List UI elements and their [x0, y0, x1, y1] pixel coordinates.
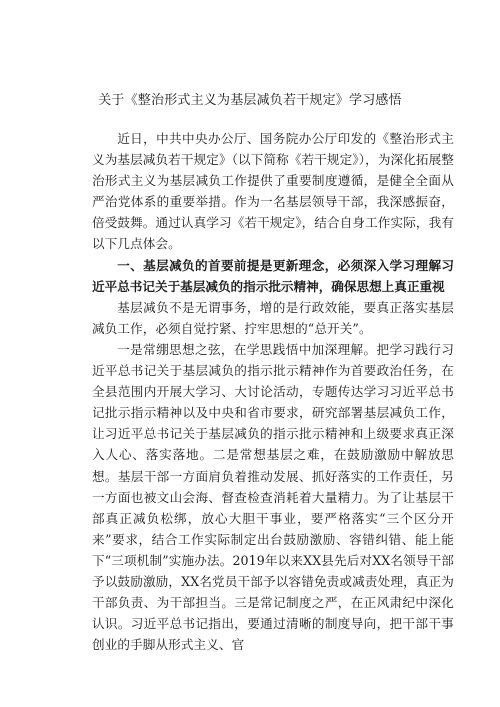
section-1-paragraph-1: 基层减负不是无谓事务，增的是行政效能，要真正落实基层减负工作，必须自觉拧紧、拧牢思想的“总开关”。: [92, 299, 454, 336]
section-heading-1: 一、基层减负的首要前提是更新理念，必须深入学习理解习近平总书记关于基层减负的指示批示精神，确保思想上真正重视: [92, 257, 454, 294]
document-body: [92, 128, 454, 655]
document-title: 关于《整治形式主义为基层减负若干规定》学习感悟: [98, 93, 402, 108]
section-1-paragraph-2: 一是常绷思想之弦，在学思践悟中加深理解。把学习践行习近平总书记关于基层减负的指示批示精神作为首要政治任务，在全县范围内开展大学习、大讨论活动，专题传达学习习近平总书记批示指示精神以及中央和省市要求，研究部署基层减负工作，让习近平总书记关于基层减负的指示批示精神和上级要求真正深入人心、落实落地。二是常想基层之难，在鼓励激励中解放思想。基层干部一方面肩负着推动发展、抓好落实的工作责任，另一方面也被文山会海、督查检查消耗着大量精力。为了让基层干部真正减负松绑，放心大胆干事业，要严格落实“三个区分开来”要求，结合工作实际制定出台鼓励激励、容错纠错、能上能下“三项机制”实施办法。2019年以来XX县先后对XX名领导干部予以鼓励激励，XX名党员干部予以容错免责或减责处理，真正为干部负责、为干部担当。三是常记制度之严，在正风肃纪中深化认识。习近平总书记指出，要通过清晰的制度导向，把干部干事创业的手脚从形式主义、官: [92, 341, 454, 653]
intro-paragraph: 近日，中共中央办公厅、国务院办公厅印发的《整治形式主义为基层减负若干规定》（以下简称《若干规定》），为深化拓展整治形式主义为基层减负工作提供了重要制度遵循，是健全全面从严治党体系的重要举措。作为一名基层领导干部，我深感振奋，倍受鼓舞。通过认真学习《若干规定》，结合自身工作实际，我有以下几点体会。: [92, 131, 454, 252]
